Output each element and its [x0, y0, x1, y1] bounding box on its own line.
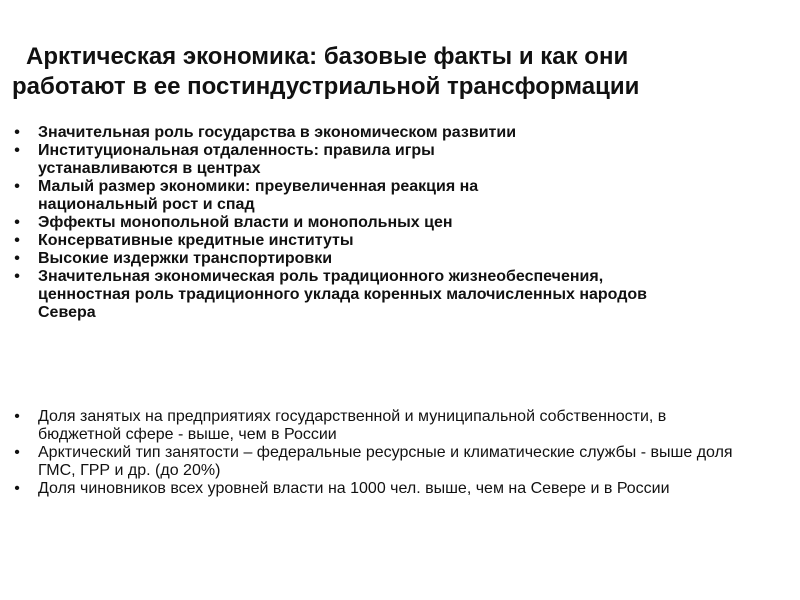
- list-item-text: Высокие издержки транспортировки: [38, 250, 333, 267]
- list-item-text: Доля чиновников всех уровней власти на 1000 чел. выше, чем на Севере и в России: [38, 480, 670, 497]
- list-item: [10, 124, 770, 142]
- slide-title: [12, 42, 788, 102]
- slide-title-line-1: Арктическая экономика: базовые факты и как они: [26, 43, 629, 70]
- bullet-icon: •: [14, 268, 20, 285]
- list-item: [10, 480, 770, 498]
- list-item: [10, 408, 770, 444]
- list-item-text: Институциональная отдаленность: правила игры устанавливаются в центрах: [38, 142, 435, 177]
- list-item-text: Консервативные кредитные институты: [38, 232, 354, 249]
- list-item-text: Значительная роль государства в экономическом развитии: [38, 124, 517, 141]
- list-item-text: Малый размер экономики: преувеличенная реакция на национальный рост и спад: [38, 178, 479, 213]
- bullet-icon: •: [14, 232, 20, 249]
- list-item: [10, 268, 770, 322]
- bullet-icon: •: [14, 408, 20, 425]
- bullet-icon: •: [14, 214, 20, 231]
- list-item-text: Доля занятых на предприятиях государственной и муниципальной собственности, в бюджетной сфере - выше, чем в России: [38, 408, 667, 443]
- secondary-bullet-list: [10, 408, 770, 498]
- slide-title-line-2: работают в ее постиндустриальной трансформации: [12, 73, 640, 100]
- bullet-icon: •: [14, 142, 20, 159]
- bullet-icon: •: [14, 480, 20, 497]
- bullet-icon: •: [14, 178, 20, 195]
- list-item: [10, 232, 770, 250]
- primary-bullet-list: [10, 124, 770, 322]
- bullet-icon: •: [14, 444, 20, 461]
- bullet-icon: •: [14, 124, 20, 141]
- list-item-text: Эффекты монопольной власти и монопольных цен: [38, 214, 453, 231]
- list-item: [10, 142, 770, 178]
- list-item-text: Арктический тип занятости – федеральные ресурсные и климатические службы - выше доля ГМС, ГРР и др. (до 20%): [38, 444, 733, 479]
- list-item: [10, 214, 770, 232]
- list-item: [10, 178, 770, 214]
- list-item-text: Значительная экономическая роль традиционного жизнеобеспечения, ценностная роль традиционного уклада коренных малочисленных народов Севера: [38, 268, 647, 321]
- bullet-icon: •: [14, 250, 20, 267]
- list-item: [10, 250, 770, 268]
- list-item: [10, 444, 770, 480]
